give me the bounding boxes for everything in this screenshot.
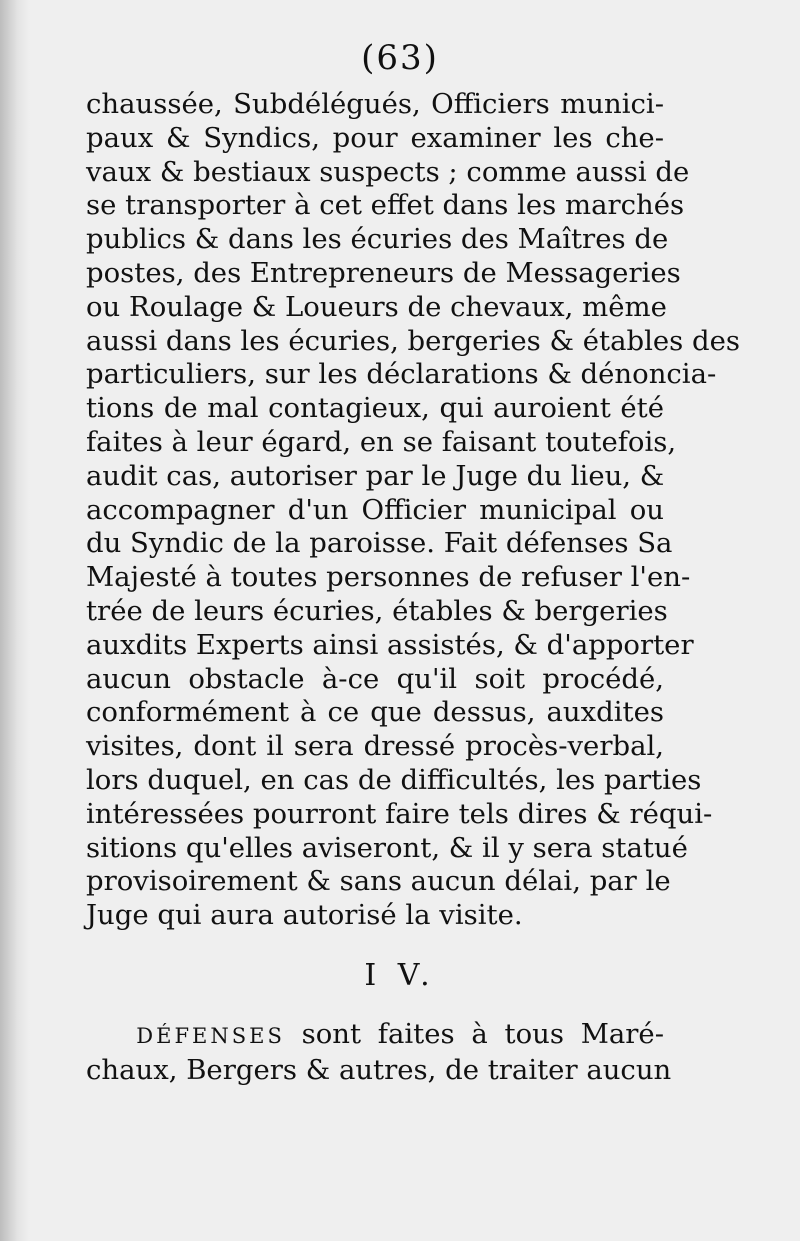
page-edge-shadow <box>0 0 30 1241</box>
paragraph-line: visites, dont il sera dressé procès-verbal, <box>86 730 664 763</box>
paragraph-line: tions de mal contagieux, qui auroient été <box>86 392 664 425</box>
paragraph-line: paux & Syndics, pour examiner les che- <box>86 121 664 154</box>
next-paragraph <box>86 1018 672 1088</box>
paragraph-line: particuliers, sur les déclarations & dénoncia- <box>86 358 717 391</box>
paragraph-line: conformément à ce que dessus, auxdites <box>86 696 664 729</box>
paragraph-line: provisoirement & sans aucun délai, par le <box>86 865 671 898</box>
paragraph-line: aucun obstacle à-ce qu'il soit procédé, <box>86 662 664 695</box>
line-text: sont faites à tous Maré- <box>301 1018 664 1050</box>
paragraph-line: sitions qu'elles aviseront, & il y sera statué <box>86 831 688 864</box>
paragraph-line: auxdits Experts ainsi assistés, & d'apporter <box>86 628 694 661</box>
paragraph-line: publics & dans les écuries des Maîtres de <box>86 223 669 256</box>
paragraph-line: accompagner d'un Officier municipal ou <box>86 493 664 526</box>
paragraph-line: postes, des Entrepreneurs de Messageries <box>86 256 681 289</box>
paragraph-line: faites à leur égard, en se faisant toutefois, <box>86 425 677 458</box>
paragraph-line: chaussée, Subdélégués, Officiers munici- <box>86 88 664 120</box>
paragraph-line: du Syndic de la paroisse. Fait défenses Sa <box>86 527 673 560</box>
paragraph-line: ou Roulage & Loueurs de chevaux, même <box>86 290 667 323</box>
paragraph-line: lors duquel, en cas de difficultés, les parties <box>86 763 702 796</box>
paragraph-line: chaux, Bergers & autres, de traiter aucun <box>86 1053 672 1086</box>
paragraph-line: Majesté à toutes personnes de refuser l'en- <box>86 561 691 594</box>
paragraph-line <box>86 1018 664 1054</box>
page-number: (63) <box>361 38 439 78</box>
main-paragraph <box>86 88 740 933</box>
paragraph-line: trée de leurs écuries, étables & bergeries <box>86 594 668 627</box>
paragraph-line: Juge qui aura autorisé la visite. <box>86 899 523 932</box>
paragraph-line: aussi dans les écuries, bergeries & étables des <box>86 324 740 357</box>
lead-word: DÉFENSES <box>136 1024 285 1048</box>
paragraph-line: audit cas, autoriser par le Juge du lieu, & <box>86 459 665 492</box>
paragraph-line: intéressées pourront faire tels dires & réqui- <box>86 797 713 830</box>
section-heading: I V. <box>364 958 436 993</box>
paragraph-line: vaux & bestiaux suspects ; comme aussi de <box>86 155 690 188</box>
paragraph-line: se transporter à cet effet dans les marchés <box>86 189 685 222</box>
